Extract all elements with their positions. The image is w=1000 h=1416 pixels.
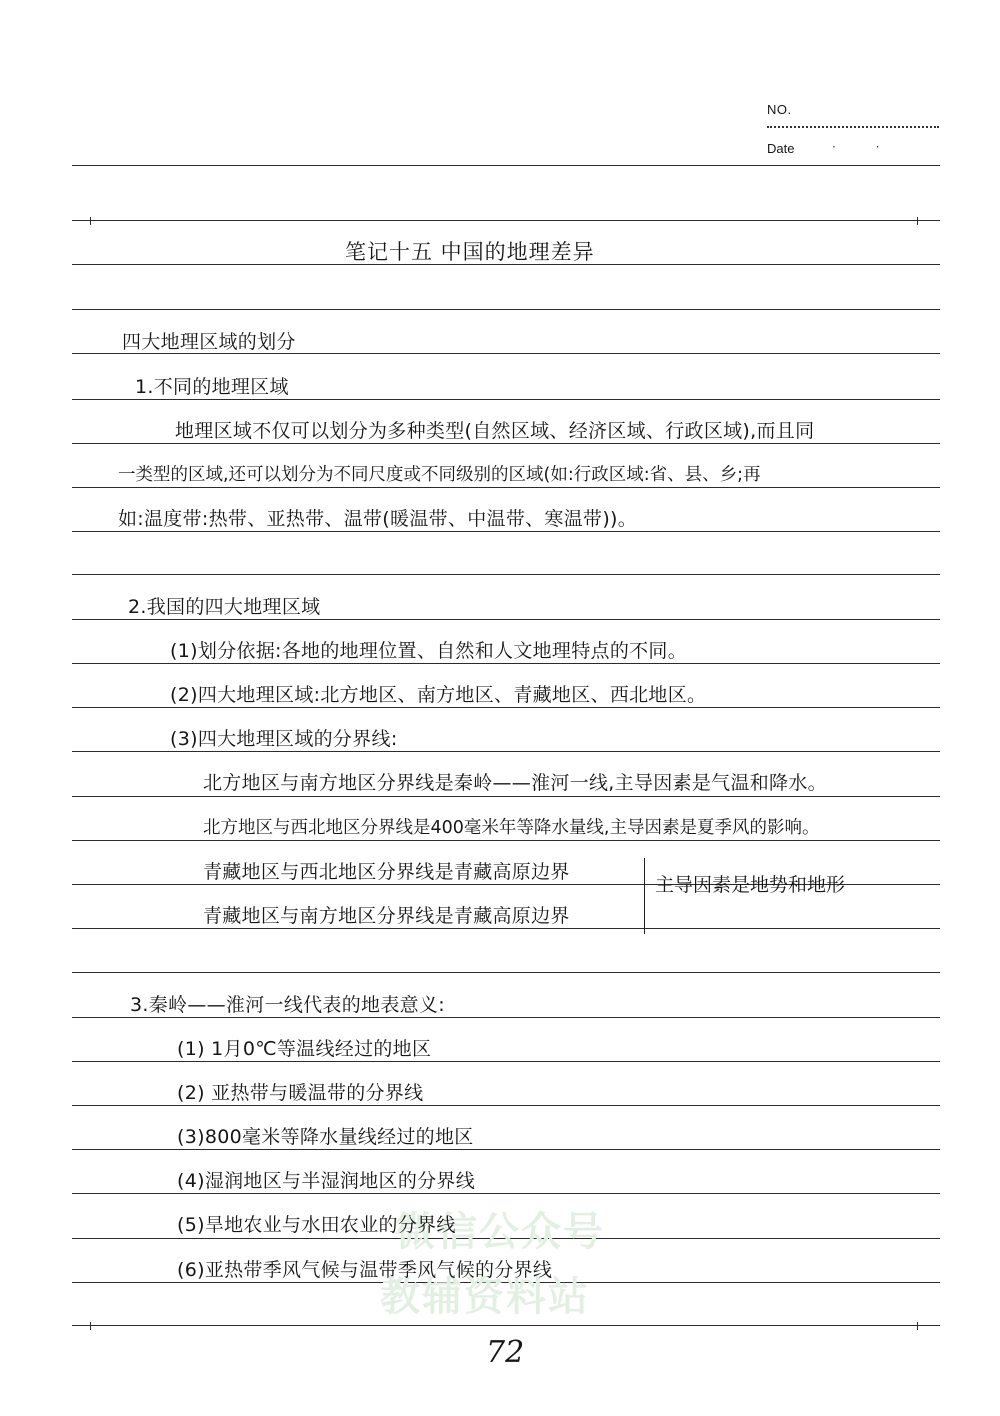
s3-item: (4)湿润地区与半湿润地区的分界线 [177, 1170, 476, 1192]
section-heading: 四大地理区域的划分 [122, 331, 296, 353]
ruled-line [72, 972, 940, 973]
ruled-line [72, 531, 940, 532]
page-number: 72 [486, 1335, 525, 1370]
ruled-line [72, 443, 940, 444]
s2-heading: 2.我国的四大地理区域 [128, 596, 321, 618]
s2-item: (1)划分依据:各地的地理位置、自然和人文地理特点的不同。 [170, 640, 688, 662]
s2-item: (3)四大地理区域的分界线: [170, 728, 398, 750]
ruled-line [72, 264, 940, 265]
ruled-line [72, 165, 940, 166]
s2-boundary-line: 青藏地区与西北地区分界线是青藏高原边界 [203, 861, 570, 883]
s1-para-line: 如:温度带:热带、亚热带、温带(暖温带、中温带、寒温带))。 [118, 508, 638, 530]
grouping-bracket [644, 858, 649, 934]
ruled-line [72, 1193, 940, 1194]
ruled-line [72, 1149, 940, 1150]
header-no-label: NO. [767, 102, 792, 117]
ruled-line [72, 796, 940, 797]
ruled-line [72, 220, 940, 221]
ruled-line [72, 574, 940, 575]
ruled-line [72, 619, 940, 620]
ruled-line [72, 1061, 940, 1062]
ruled-line [72, 487, 940, 488]
page-title: 笔记十五 中国的地理差异 [345, 240, 595, 264]
header-dotted-line [767, 126, 939, 128]
watermark-line2: 教辅资料站 [380, 1274, 590, 1320]
s3-heading: 3.秦岭——淮河一线代表的地表意义: [130, 994, 445, 1016]
watermark-line1: 微信公众号 [395, 1209, 605, 1255]
ruled-line [72, 309, 940, 310]
s3-item: (3)800毫米等降水量线经过的地区 [177, 1126, 474, 1148]
s1-para-line: 地理区域不仅可以划分为多种类型(自然区域、经济区域、行政区域),而且同 [175, 420, 815, 442]
ruled-line [72, 707, 940, 708]
s3-item: (5)旱地农业与水田农业的分界线 [177, 1214, 456, 1236]
s2-boundary-line: 北方地区与西北地区分界线是400毫米年等降水量线,主导因素是夏季风的影响。 [203, 818, 820, 838]
header-date-dots: · · [832, 140, 898, 154]
ruled-line [72, 751, 940, 752]
s1-para-line: 一类型的区域,还可以划分为不同尺度或不同级别的区域(如:行政区域:省、县、乡;再 [118, 465, 761, 485]
ruled-line [72, 1325, 940, 1326]
ruled-line [72, 840, 940, 841]
s2-item: (2)四大地理区域:北方地区、南方地区、青藏地区、西北地区。 [170, 684, 707, 706]
ruled-line [72, 1105, 940, 1106]
s2-boundary-line: 青藏地区与南方地区分界线是青藏高原边界 [203, 905, 570, 927]
ruled-line [72, 1017, 940, 1018]
s3-item: (2) 亚热带与暖温带的分界线 [177, 1082, 424, 1104]
ruled-line [72, 663, 940, 664]
s1-heading: 1.不同的地理区域 [135, 376, 289, 398]
s3-item: (1) 1月0℃等温线经过的地区 [177, 1038, 432, 1060]
ruled-line [72, 928, 940, 929]
s3-item: (6)亚热带季风气候与温带季风气候的分界线 [177, 1259, 553, 1281]
s2-boundary-line: 北方地区与南方地区分界线是秦岭——淮河一线,主导因素是气温和降水。 [203, 772, 827, 794]
ruled-line [72, 399, 940, 400]
bracket-note: 主导因素是地势和地形 [655, 874, 846, 896]
header-date-label: Date [767, 141, 795, 156]
